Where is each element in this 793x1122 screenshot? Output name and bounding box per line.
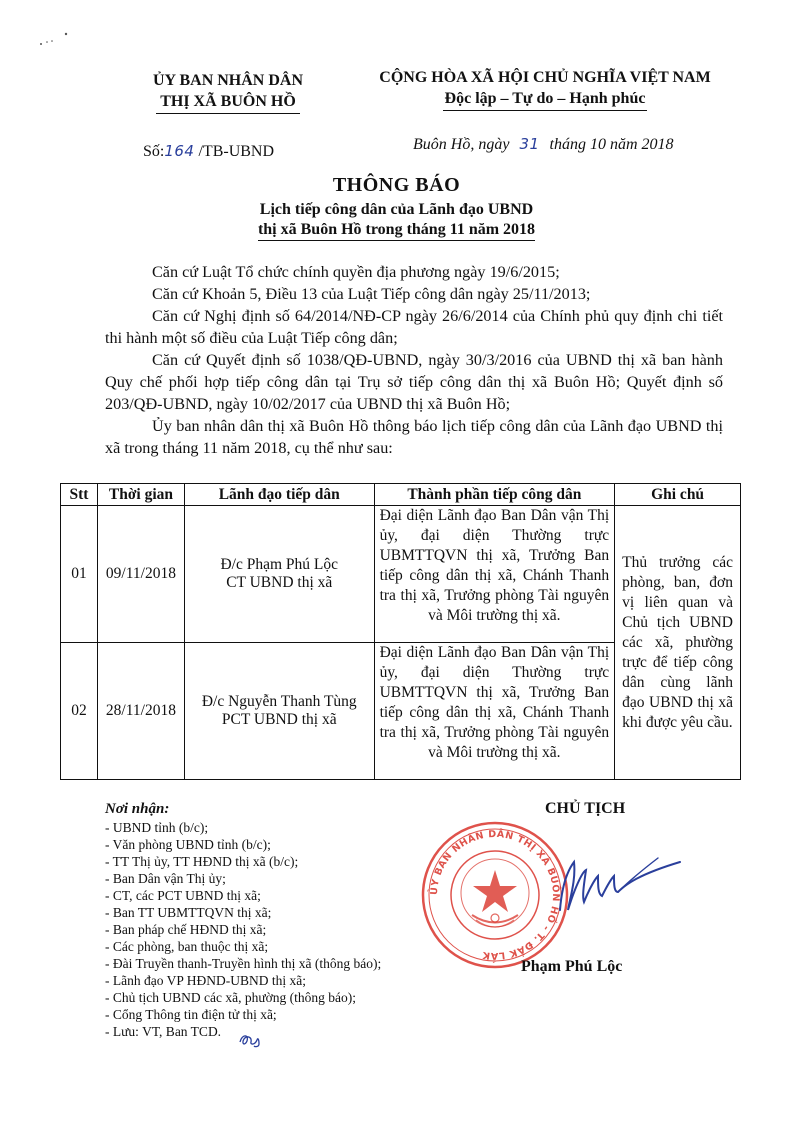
cell-time: 28/11/2018: [97, 643, 184, 780]
signer-role: CHỦ TỊCH: [545, 800, 626, 817]
handwritten-day: 31: [519, 135, 540, 153]
cell-participants: Đại diện Lãnh đạo Ban Dân vận Thị ủy, đại diện Thường trực UBMTTQVN thị xã, Trưởng Ban tiếp công dân thị xã, Chánh Thanh tra thị xã, Trưởng phòng Tài nguyên và Môi trường thị xã.: [374, 643, 615, 780]
cell-leader: Đ/c Nguyễn Thanh Tùng PCT UBND thị xã: [184, 643, 374, 780]
col-header-leader: Lãnh đạo tiếp dân: [184, 484, 374, 506]
list-item: - UBND tỉnh (b/c);: [105, 820, 209, 835]
cell-note: Thủ trưởng các phòng, ban, đơn vị liên quan và Chủ tịch UBND các xã, phường trực để tiếp công dân cùng lãnh đạo UBND thị xã khi được yêu cầu.: [615, 506, 741, 780]
scan-speck: [36, 30, 76, 50]
col-header-stt: Stt: [61, 484, 98, 506]
issuing-authority: [108, 70, 348, 114]
signature-icon: [540, 840, 690, 930]
document-body: [105, 261, 723, 459]
paragraph: Căn cứ Luật Tổ chức chính quyền địa phương ngày 19/6/2015;: [152, 263, 560, 281]
document-subtitle: Lịch tiếp công dân của Lãnh đạo UBND thị xã Buôn Hồ trong tháng 11 năm 2018: [0, 200, 793, 241]
col-header-time: Thời gian: [97, 484, 184, 506]
authority-line-1: ỦY BAN NHÂN DÂN: [152, 72, 304, 89]
handwritten-number: 164: [164, 142, 195, 160]
list-item: - Ban pháp chế HĐND thị xã;: [105, 922, 267, 937]
col-header-participants: Thành phần tiếp công dân: [374, 484, 615, 506]
document-title: THÔNG BÁO: [332, 174, 461, 196]
list-item: - Văn phòng UBND tỉnh (b/c);: [105, 837, 271, 852]
national-header: [355, 67, 735, 111]
recipients-list: [105, 801, 381, 1040]
list-item: - Ban TT UBMTTQVN thị xã;: [105, 905, 272, 920]
list-item: - CT, các PCT UBND thị xã;: [105, 888, 261, 903]
paragraph: Căn cứ Quyết định số 1038/QĐ-UBND, ngày 30/3/2016 của UBND thị xã ban hành Quy chế phối hợp tiếp công dân tại Trụ sở tiếp công dân thị xã Buôn Hồ; Quyết định số 203/QĐ-UBND, ngày 10/02/2017 của UBND thị xã Buôn Hồ;: [105, 351, 723, 413]
table-row: [61, 506, 741, 643]
list-item: - Các phòng, ban thuộc thị xã;: [105, 939, 269, 954]
svg-text:ỦY BAN NHÂN DÂN THỊ XÃ BUÔN HỒ: ỦY BAN NHÂN DÂN THỊ XÃ BUÔN HỒ - T. ĐẮK LẮK: [428, 828, 562, 962]
paragraph: Căn cứ Nghị định số 64/2014/NĐ-CP ngày 26/6/2014 của Chính phủ quy định chi tiết thi hành một số điều của Luật Tiếp công dân;: [105, 307, 723, 347]
cell-leader: Đ/c Phạm Phú Lộc CT UBND thị xã: [184, 506, 374, 643]
list-item: - Ban Dân vận Thị ủy;: [105, 871, 226, 886]
table-header-row: [61, 484, 741, 506]
schedule-table: [60, 483, 741, 780]
handwritten-initial: [237, 1028, 263, 1050]
cell-stt: 02: [61, 643, 98, 780]
issue-date: Buôn Hồ, ngày 31 tháng 10 năm 2018: [413, 135, 674, 153]
cell-stt: 01: [61, 506, 98, 643]
list-item: - Cổng Thông tin điện tử thị xã;: [105, 1007, 277, 1022]
paragraph: Căn cứ Khoản 5, Điều 13 của Luật Tiếp công dân ngày 25/11/2013;: [152, 285, 591, 303]
list-item: - Lãnh đạo VP HĐND-UBND thị xã;: [105, 973, 306, 988]
authority-line-2: THỊ XÃ BUÔN HỒ: [156, 91, 300, 114]
list-item: - TT Thị ủy, TT HĐND thị xã (b/c);: [105, 854, 299, 869]
document-number: Số:164 /TB-UBND: [143, 142, 275, 160]
list-item: - Đài Truyền thanh-Truyền hình thị xã (thông báo);: [105, 956, 382, 971]
signer-name: Phạm Phú Lộc: [521, 958, 623, 975]
recipients-heading: Nơi nhận:: [105, 801, 170, 817]
list-item: - Chủ tịch UBND các xã, phường (thông báo);: [105, 990, 357, 1005]
cell-participants: Đại diện Lãnh đạo Ban Dân vận Thị ủy, đại diện Thường trực UBMTTQVN thị xã, Trưởng Ban tiếp công dân thị xã, Chánh Thanh tra thị xã, Trưởng phòng Tài nguyên và Môi trường thị xã.: [374, 506, 615, 643]
col-header-note: Ghi chú: [615, 484, 741, 506]
national-motto: Độc lập – Tự do – Hạnh phúc: [443, 88, 648, 111]
list-item: - Lưu: VT, Ban TCD.: [105, 1024, 222, 1039]
cell-time: 09/11/2018: [97, 506, 184, 643]
national-title: CỘNG HÒA XÃ HỘI CHỦ NGHĨA VIỆT NAM: [379, 69, 711, 86]
paragraph: Ủy ban nhân dân thị xã Buôn Hồ thông báo lịch tiếp công dân của Lãnh đạo UBND thị xã trong tháng 11 năm 2018, cụ thể như sau:: [105, 417, 723, 457]
